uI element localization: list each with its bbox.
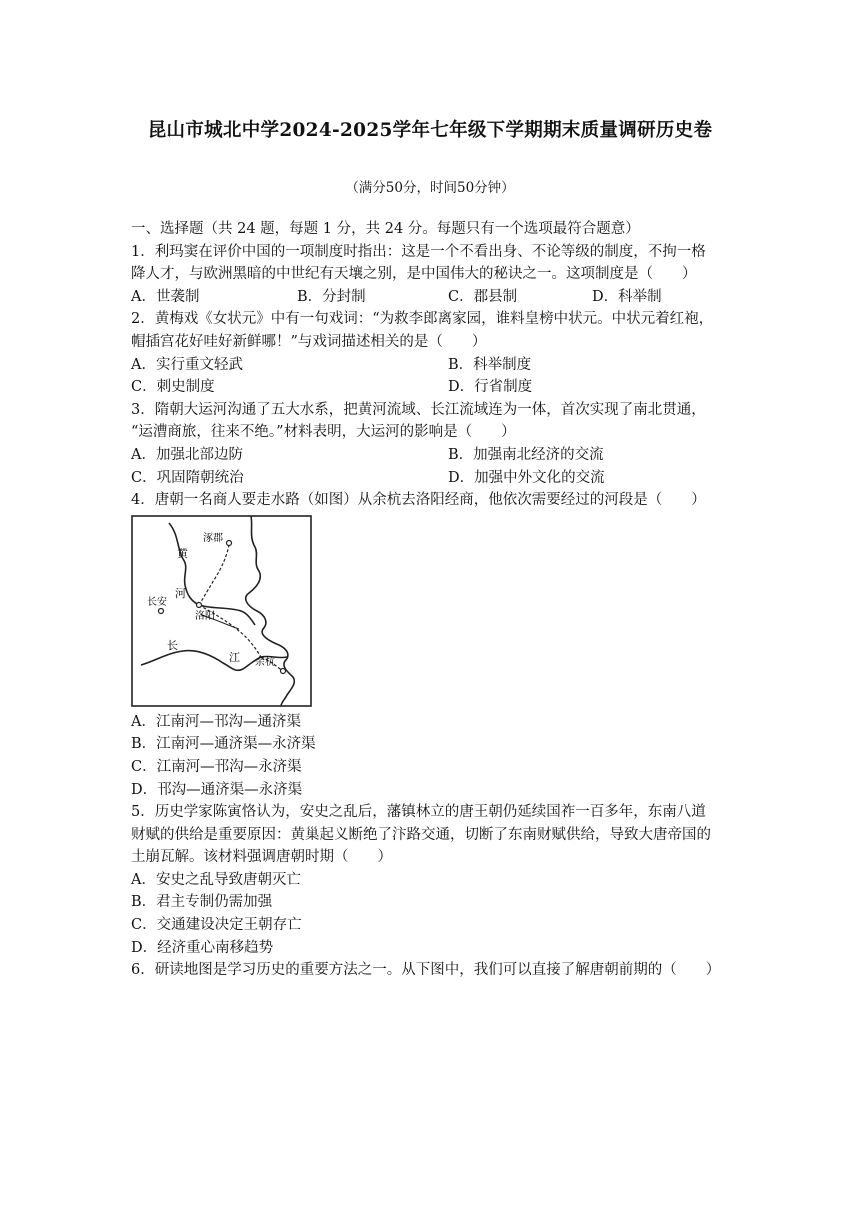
question-4-option-b[interactable]: B．江南河—通济渠—永济渠 xyxy=(131,736,316,753)
question-5-line-2: 财赋的供给是重要原因：黄巢起义断绝了汴路交通，切断了东南财赋供给，导致大唐帝国的 xyxy=(131,826,711,843)
question-1 xyxy=(131,241,733,309)
question-3-line-1: 3．隋朝大运河沟通了五大水系，把黄河流域、长江流域连为一体，首次实现了南北贯通， xyxy=(131,401,706,418)
question-2-option-b[interactable]: B．科举制度 xyxy=(448,356,532,373)
river-label-jiang: 江 xyxy=(229,650,240,664)
question-3-option-d[interactable]: D．加强中外文化的交流 xyxy=(448,469,605,486)
question-4-option-a[interactable]: A．江南河—邗沟—通济渠 xyxy=(131,713,301,730)
question-6-line-1: 6．研读地图是学习历史的重要方法之一。从下图中，我们可以直接了解唐朝前期的（ ） xyxy=(131,962,721,979)
question-6 xyxy=(131,959,733,982)
question-5-option-c[interactable]: C．交通建设决定王朝存亡 xyxy=(131,917,302,934)
luoyang-marker xyxy=(197,602,202,607)
question-4-option-c[interactable]: C．江南河—邗沟—永济渠 xyxy=(131,758,302,775)
question-3-option-b[interactable]: B．加强南北经济的交流 xyxy=(448,446,604,463)
question-3-options-row-2 xyxy=(131,467,733,490)
changan-label: 长安 xyxy=(147,596,167,608)
question-5-line-1: 5．历史学家陈寅恪认为，安史之乱后，藩镇林立的唐王朝仍延续国祚一百多年，东南八道 xyxy=(131,804,706,821)
zhuojun-marker xyxy=(227,540,232,545)
question-5-line-3: 土崩瓦解。该材料强调唐朝时期（ ） xyxy=(131,849,392,866)
question-3-line-2: “运漕商旅，往来不绝。”材料表明，大运河的影响是（ ） xyxy=(131,424,516,441)
exam-content xyxy=(131,218,733,982)
question-1-option-a[interactable]: A．世袭制 xyxy=(131,288,200,305)
yuhang-label: 余杭 xyxy=(255,656,275,668)
zhuojun-label: 涿郡 xyxy=(203,532,223,544)
question-1-option-b[interactable]: B．分封制 xyxy=(297,288,366,305)
question-5-option-b[interactable]: B．君主专制仍需加强 xyxy=(131,894,273,911)
question-4 xyxy=(131,489,733,801)
question-1-line-2: 降人才，与欧洲黑暗的中世纪有天壤之别，是中国伟大的秘诀之一。这项制度是（ ） xyxy=(131,266,697,283)
question-5-option-d[interactable]: D．经济重心南移趋势 xyxy=(131,939,274,956)
grand-canal-map-svg xyxy=(131,515,312,707)
section-heading: 一、选择题（共 24 题，每题 1 分，共 24 分。每题只有一个选项最符合题意） xyxy=(131,221,640,237)
question-1-options xyxy=(131,286,733,309)
question-2-option-c[interactable]: C．刺史制度 xyxy=(131,379,215,396)
river-label-huang: 黄 xyxy=(177,546,188,560)
question-2-line-2: 帽插宫花好哇好新鲜哪！”与戏词描述相关的是（ ） xyxy=(131,333,487,350)
question-3-options-row-1 xyxy=(131,444,733,467)
question-1-line-1: 1．利玛窦在评价中国的一项制度时指出：这是一个不看出身、不论等级的制度，不拘一格 xyxy=(131,243,706,260)
question-2-options-row-2 xyxy=(131,376,733,399)
question-4-option-d[interactable]: D．邗沟—通济渠—永济渠 xyxy=(131,781,303,798)
question-3-option-a[interactable]: A．加强北部边防 xyxy=(131,446,243,463)
question-2 xyxy=(131,308,733,398)
river-label-he: 河 xyxy=(175,586,186,600)
yuhang-marker xyxy=(281,668,286,673)
changan-marker xyxy=(159,608,164,613)
question-5-option-a[interactable]: A．安史之乱导致唐朝灭亡 xyxy=(131,871,301,888)
question-1-option-c[interactable]: C．郡县制 xyxy=(448,288,518,305)
question-5 xyxy=(131,801,733,959)
question-3 xyxy=(131,399,733,489)
question-3-option-c[interactable]: C．巩固隋朝统治 xyxy=(131,469,244,486)
question-2-line-1: 2．黄梅戏《女状元》中有一句戏词：“为救李郎离家园，谁料皇榜中状元。中状元着红袍， xyxy=(131,311,714,328)
question-1-option-d[interactable]: D．科举制 xyxy=(592,288,662,305)
exam-subtitle: （满分50分，时间50分钟） xyxy=(345,180,515,196)
river-label-chang: 长 xyxy=(167,638,178,652)
question-2-option-d[interactable]: D．行省制度 xyxy=(448,379,533,396)
luoyang-label: 洛阳 xyxy=(195,610,215,622)
question-2-option-a[interactable]: A．实行重文轻武 xyxy=(131,356,243,373)
question-2-options-row-1 xyxy=(131,354,733,377)
exam-title: 昆山市城北中学2024-2025学年七年级下学期期末质量调研历史卷 xyxy=(147,120,713,141)
grand-canal-map xyxy=(131,515,312,707)
question-4-line-1: 4．唐朝一名商人要走水路（如图）从余杭去洛阳经商，他依次需要经过的河段是（ ） xyxy=(131,492,706,509)
